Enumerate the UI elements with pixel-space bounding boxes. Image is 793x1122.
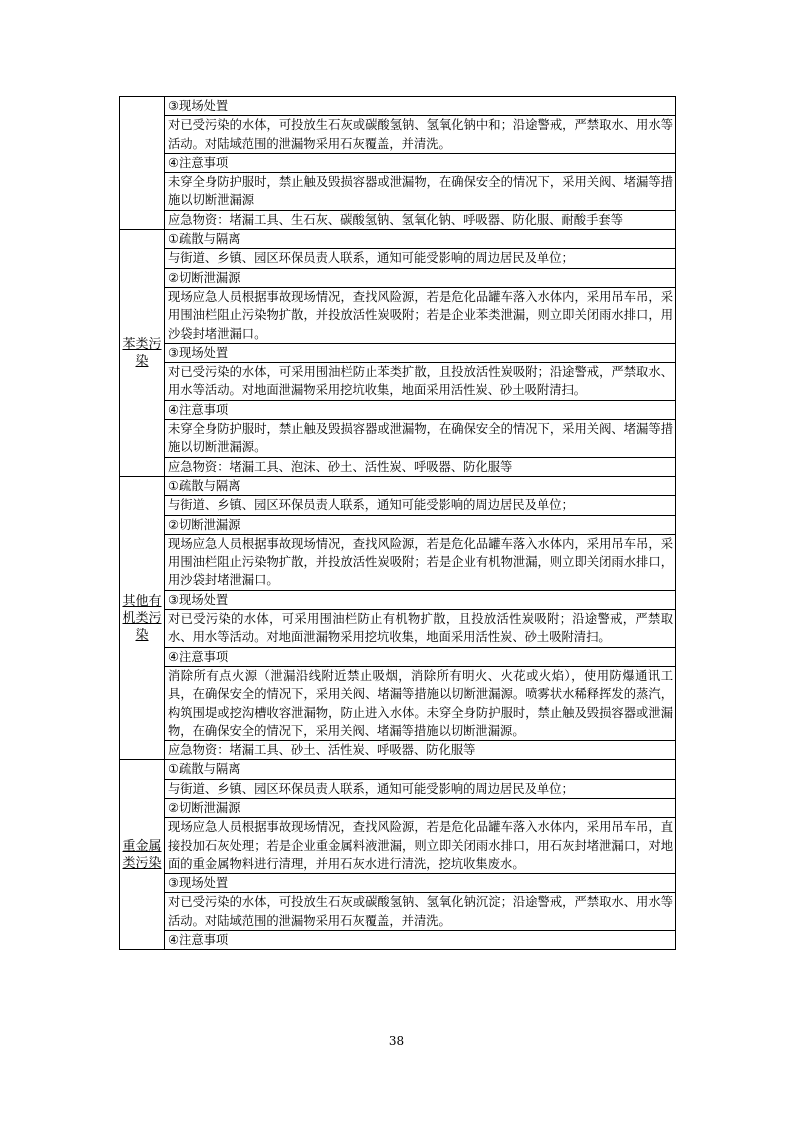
content-line: 与街道、乡镇、园区环保员责人联系，通知可能受影响的周边居民及单位； (165, 249, 675, 268)
category-cell (120, 230, 165, 477)
content-line: 现场应急人员根据事故现场情况，查找风险源，若是危化品罐车落入水体内，采用吊车吊，直接投加石灰处理；若是企业重金属料液泄漏，则立即关闭雨水排口，用石灰封堵泄漏口，对地面的重金属物料进行清理，并用石灰水进行清洗，挖坑收集废水。 (165, 818, 675, 874)
content-line: 应急物资：堵漏工具、砂土、活性炭、呼吸器、防化服等 (168, 743, 476, 758)
category-cell (120, 760, 165, 950)
content-line: ④注意事项 (165, 154, 675, 173)
content-line: ③现场处置 (165, 97, 675, 116)
content-line: ①疏散与隔离 (165, 760, 675, 779)
content-line: ①疏散与隔离 (165, 477, 675, 496)
content-line: ④注意事项 (168, 933, 229, 948)
table-row (120, 230, 676, 477)
emergency-measures-table (119, 96, 676, 950)
content-line: 对已受污染的水体，可投放生石灰或碳酸氢钠、氢氧化钠沉淀；沿途警戒，严禁取水、用水等活动。对陆域范围的泄漏物采用石灰覆盖，并清洗。 (165, 893, 675, 931)
table-row (120, 760, 676, 950)
content-line: 应急物资：堵漏工具、泡沫、砂土、活性炭、呼吸器、防化服等 (168, 459, 513, 474)
content-line: ④注意事项 (165, 401, 675, 420)
content-line: 对已受污染的水体，可采用围油栏防止苯类扩散，且投放活性炭吸附；沿途警戒，严禁取水、用水等活动。对地面泄漏物采用挖坑收集，地面采用活性炭、砂土吸附清扫。 (165, 363, 675, 401)
content-line: 与街道、乡镇、园区环保员责人联系，通知可能受影响的周边居民及单位； (165, 496, 675, 515)
category-cell (120, 97, 165, 230)
content-line: ②切断泄漏源 (165, 799, 675, 818)
content-line: ②切断泄漏源 (165, 516, 675, 535)
content-line: ③现场处置 (165, 591, 675, 610)
content-line: 现场应急人员根据事故现场情况，查找风险源，若是危化品罐车落入水体内，采用吊车吊，采用围油栏阻止污染物扩散，并投放活性炭吸附；若是企业有机物泄漏，则立即关闭雨水排口，用沙袋封堵泄漏口。 (165, 535, 675, 591)
table-row (120, 97, 676, 230)
page-number: 38 (388, 1034, 405, 1048)
content-cell (165, 760, 676, 950)
content-line: 对已受污染的水体，可投放生石灰或碳酸氢钠、氢氧化钠中和；沿途警戒，严禁取水、用水等活动。对陆域范围的泄漏物采用石灰覆盖，并清洗。 (165, 116, 675, 154)
category-cell (120, 476, 165, 759)
content-line: 应急物资：堵漏工具、生石灰、碳酸氢钠、氢氧化钠、呼吸器、防化服、耐酸手套等 (168, 212, 623, 227)
content-line: ③现场处置 (165, 874, 675, 893)
content-line: ④注意事项 (165, 648, 675, 667)
content-line: 消除所有点火源（泄漏沿线附近禁止吸烟，消除所有明火、火花或火焰），使用防爆通讯工具，在确保安全的情况下，采用关阀、堵漏等措施以切断泄漏源。喷雾状水稀释挥发的蒸汽，构筑围堤或挖沟槽收容泄漏物，防止进入水体。未穿全身防护服时，禁止触及毁损容器或泄漏物，在确保安全的情况下，采用关阀、堵漏等措施以切断泄漏源。 (165, 667, 675, 741)
content-line: ③现场处置 (165, 344, 675, 363)
category-label: 重金属类污染 (122, 838, 162, 871)
category-label: 苯类污染 (122, 337, 162, 369)
content-line: 现场应急人员根据事故现场情况，查找风险源，若是危化品罐车落入水体内，采用吊车吊，采用围油栏阻止污染物扩散，并投放活性炭吸附；若是企业苯类泄漏，则立即关闭雨水排口，用沙袋封堵泄漏口。 (165, 288, 675, 344)
category-label: 其他有机类污染 (122, 593, 162, 643)
content-cell (165, 476, 676, 759)
content-cell (165, 230, 676, 477)
table-row (120, 476, 676, 759)
content-line: 对已受污染的水体，可采用围油栏防止有机物扩散，且投放活性炭吸附；沿途警戒，严禁取水、用水等活动。对地面泄漏物采用挖坑收集，地面采用活性炭、砂土吸附清扫。 (165, 610, 675, 648)
content-line: ②切断泄漏源 (165, 269, 675, 288)
content-cell (165, 97, 676, 230)
content-line: 未穿全身防护服时，禁止触及毁损容器或泄漏物，在确保安全的情况下，采用关阀、堵漏等措施以切断泄漏源。 (165, 420, 675, 458)
content-line: 未穿全身防护服时，禁止触及毁损容器或泄漏物，在确保安全的情况下，采用关阀、堵漏等措施以切断泄漏源 (165, 173, 675, 211)
content-line: ①疏散与隔离 (165, 230, 675, 249)
content-line: 与街道、乡镇、园区环保员责人联系，通知可能受影响的周边居民及单位； (165, 780, 675, 799)
